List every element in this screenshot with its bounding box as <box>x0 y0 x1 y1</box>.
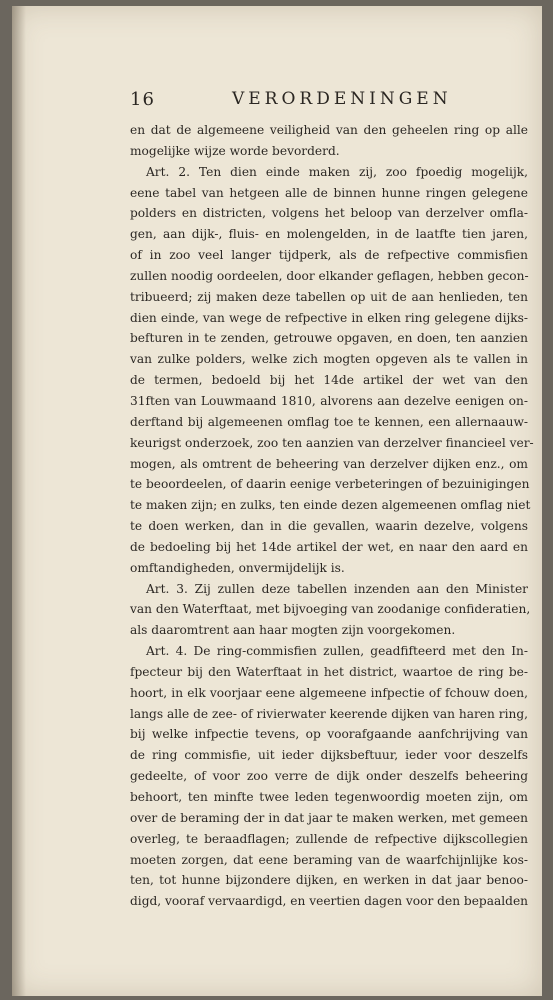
text-line: behoort, ten minfte twee leden tegenwoordig moeten zijn, om <box>130 790 528 804</box>
text-line: ten, tot hunne bijzondere dijken, en werken in dat jaar benoo- <box>130 873 528 888</box>
text-line: te beoordeelen, of daarin eenige verbeteringen of bezuinigingen <box>130 477 530 492</box>
text-line: mogelijke wijze worde bevorderd. <box>130 143 340 158</box>
text-line: van den Waterftaat, met bijvoeging van zoodanige confideratien, <box>130 602 531 617</box>
text-line: keurigst onderzoek, zoo ten aanzien van derzelver financieel ver- <box>130 435 534 450</box>
text-line: de ring commisfie, uit ieder dijksbeftuur, ieder voor deszelfs <box>130 748 528 763</box>
text-line: als daaromtrent aan haar mogten zijn voorgekomen. <box>130 623 456 638</box>
text-line: van zulke polders, welke zich mogten opgeven als te vallen in <box>130 352 528 367</box>
text-line: de termen, bedoeld bij het 14de artikel der wet van den <box>130 373 528 388</box>
text-line: zullen noodig oordeelen, door elkander geflagen, hebben gecon- <box>130 268 529 283</box>
text-line: tribueerd; zij maken deze tabellen op uit de aan henlieden, ten <box>130 289 528 304</box>
text-line: omftandigheden, onvermijdelijk is. <box>130 560 345 575</box>
text-line: de bedoeling bij het 14de artikel der wet, en naar den aard en <box>130 539 528 554</box>
text-line: Art. 4. De ring-commisfien zullen, geadfifteerd met den In- <box>146 644 528 659</box>
text-line: derftand bij algemeenen omflag toe te kennen, een allernaauw- <box>130 414 528 429</box>
text-line: polders en districten, volgens het beloop van derzelver omfla- <box>130 206 528 221</box>
text-line: over de beraming der in dat jaar te maken werken, met gemeen <box>130 810 528 825</box>
text-line: langs alle de zee- of rivierwater keerende dijken van haren ring, <box>130 706 528 721</box>
body-text <box>130 120 534 912</box>
text-line: dien einde, van wege de refpective in elken ring gelegene dijks- <box>130 310 528 325</box>
text-line: moeten zorgen, dat eene beraming van de waarfchijnlijke kos- <box>130 852 528 867</box>
page-number: 16 <box>130 89 155 110</box>
page-gutter-shadow <box>12 6 26 996</box>
text-line: 31ften van Louwmaand 1810, alvorens aan dezelve eenigen on- <box>130 393 528 408</box>
text-line: Art. 2. Ten dien einde maken zij, zoo fpoedig mogelijk, <box>146 164 528 179</box>
text-line: bij welke infpectie tevens, op voorafgaande aanfchrijving van <box>130 727 528 742</box>
text-line: fpecteur bij den Waterftaat in het district, waartoe de ring be- <box>130 664 528 679</box>
text-line: gen, aan dijk-, fluis- en molengelden, in de laatfte tien jaren, <box>130 227 528 242</box>
text-line: of in zoo veel langer tijdperk, als de refpective commisfien <box>130 248 528 263</box>
text-line: Art. 3. Zij zullen deze tabellen inzenden aan den Minister <box>146 581 528 596</box>
text-line: hoort, in elk voorjaar eene algemeene infpectie of fchouw doen, <box>130 685 528 700</box>
text-line: te maken zijn; en zulks, ten einde dezen algemeenen omflag niet <box>130 498 531 513</box>
text-line: digd, vooraf vervaardigd, en veertien dagen voor den bepaalden <box>130 894 529 909</box>
page-header <box>130 89 452 111</box>
text-line: te doen werken, dan in die gevallen, waarin dezelve, volgens <box>130 519 528 534</box>
text-line: eene tabel van hetgeen alle de binnen hunne ringen gelegene <box>130 185 528 200</box>
text-line: befturen in te zenden, getrouwe opgaven, en doen, ten aanzien <box>130 331 528 346</box>
text-line: mogen, als omtrent de beheering van derzelver dijken enz., om <box>130 456 528 471</box>
text-line: gedeelte, of voor zoo verre de dijk onder deszelfs beheering <box>130 769 528 784</box>
text-line: en dat de algemeene veiligheid van den geheelen ring op alle <box>130 123 528 137</box>
text-line: overleg, te beraadflagen; zullende de refpective dijkscollegien <box>130 831 528 846</box>
running-title: VERORDENINGEN <box>232 89 452 109</box>
